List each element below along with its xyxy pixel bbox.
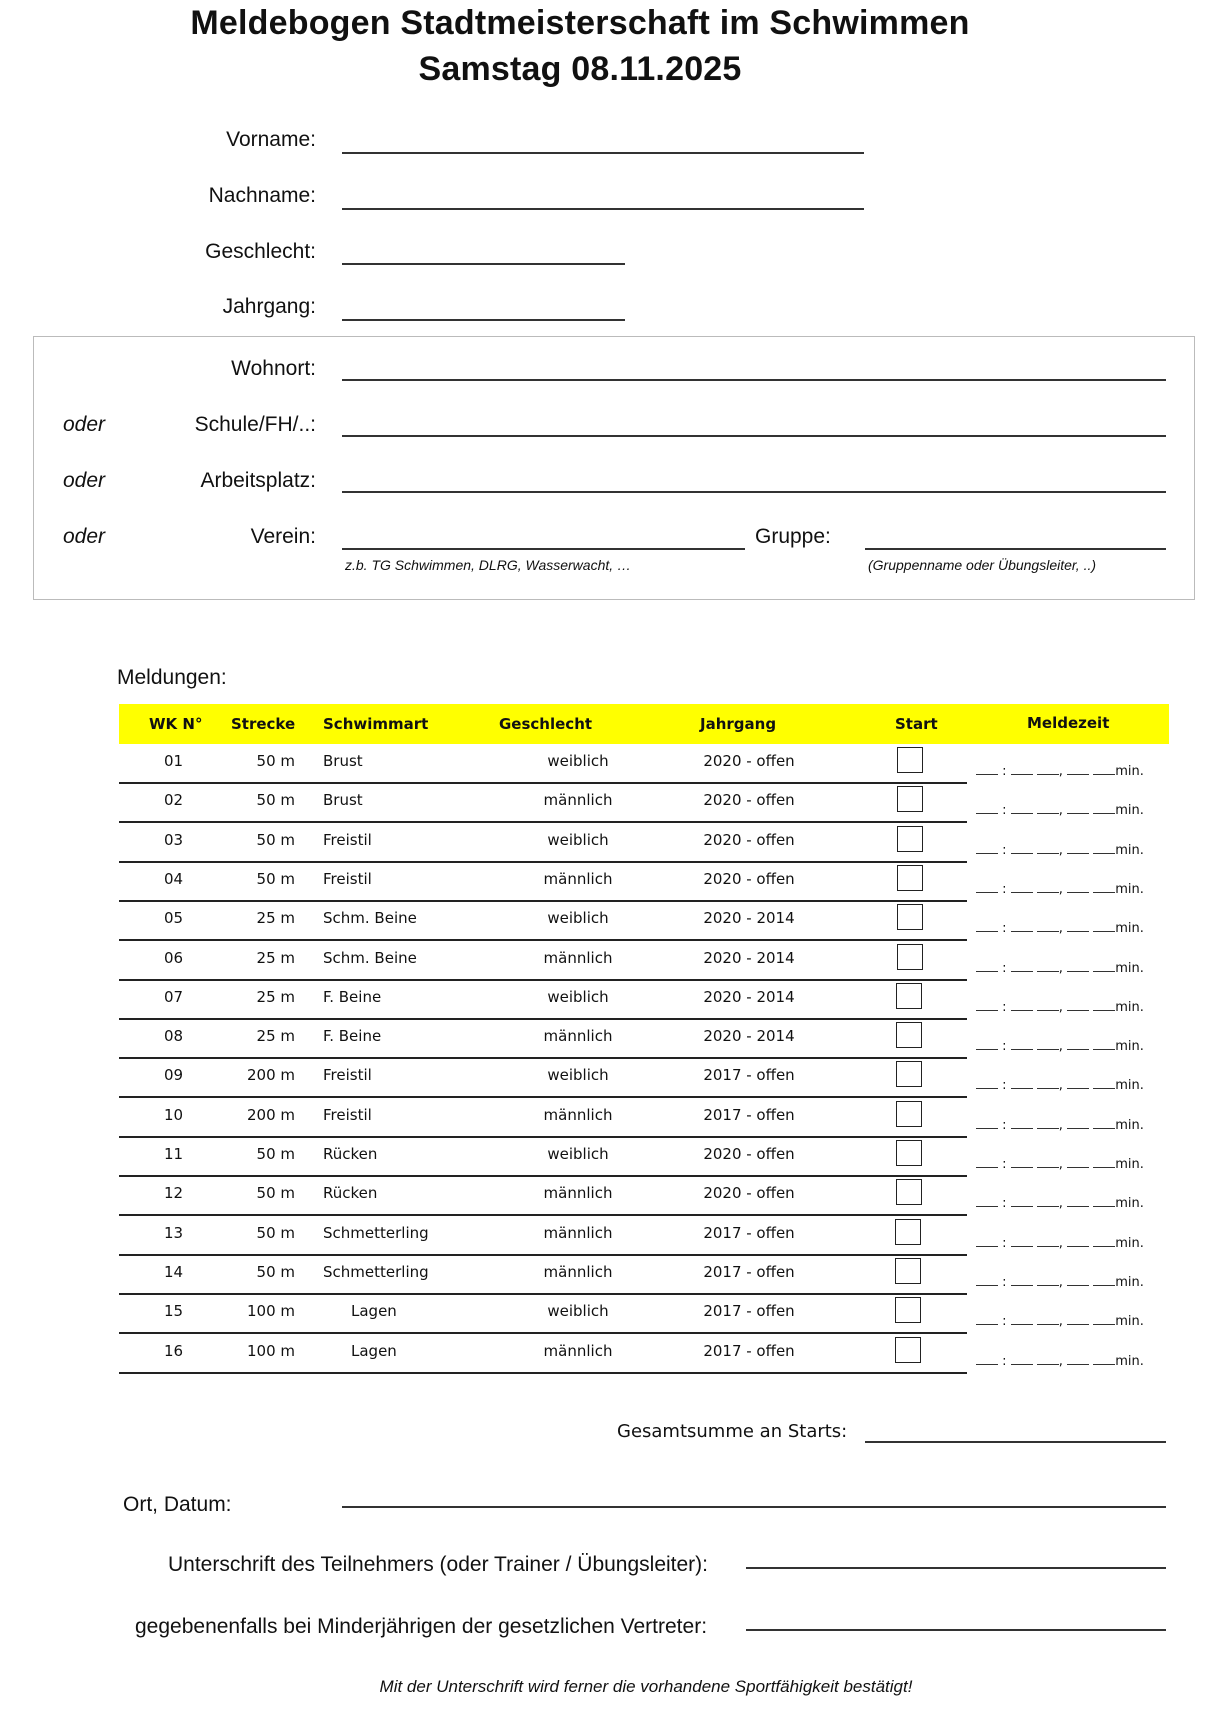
start-checkbox[interactable] [896, 983, 922, 1009]
wohnort-label: Wohnort: [231, 357, 316, 380]
meldezeit-field[interactable]: : , min. [976, 1116, 1144, 1133]
geschlecht-cell: weiblich [547, 1145, 609, 1163]
nachname-field[interactable] [342, 208, 864, 210]
schwimmart-cell: F. Beine [323, 987, 382, 1006]
start-checkbox[interactable] [897, 944, 923, 970]
form-date: Samstag 08.11.2025 [418, 50, 742, 88]
time-unit: min. [1115, 1235, 1144, 1251]
meldezeit-field[interactable]: : , min. [976, 801, 1144, 818]
jahrgang-cell: 2020 - 2014 [703, 948, 795, 967]
jahrgang-label: Jahrgang: [222, 295, 316, 318]
strecke-cell: 50 m [256, 830, 295, 849]
time-unit: min. [1115, 803, 1144, 819]
jahrgang-cell: 2020 - 2014 [703, 1027, 795, 1046]
geschlecht-cell: männlich [543, 1341, 613, 1360]
schwimmart-cell: Schmetterling [323, 1223, 429, 1242]
time-unit: min. [1115, 764, 1144, 779]
jahrgang-cell: 2020 - offen [703, 791, 795, 810]
meldezeit-field[interactable]: : , min. [976, 919, 1144, 936]
geschlecht-cell: weiblich [547, 752, 609, 770]
jahrgang-field[interactable] [342, 319, 625, 321]
geschlecht-cell: männlich [543, 948, 613, 967]
start-checkbox[interactable] [895, 1219, 921, 1245]
schwimmart-cell: Rücken [323, 1184, 378, 1203]
col-geschlecht: Geschlecht [499, 715, 593, 733]
start-checkbox[interactable] [897, 747, 923, 773]
geschlecht-cell: weiblich [547, 909, 609, 928]
strecke-cell: 25 m [256, 1027, 295, 1046]
wk-cell: 16 [164, 1341, 184, 1360]
schwimmart-cell: Brust [323, 752, 363, 770]
start-checkbox[interactable] [897, 865, 923, 891]
col-schwimmart: Schwimmart [323, 715, 429, 733]
schwimmart-cell: Freistil [323, 1066, 372, 1085]
time-unit: min. [1115, 1117, 1144, 1133]
time-unit: min. [1115, 1196, 1144, 1212]
jahrgang-cell: 2017 - offen [703, 1262, 795, 1281]
start-checkbox[interactable] [896, 1101, 922, 1127]
table-row [119, 744, 1169, 783]
table-row [119, 980, 1169, 1019]
table-row [119, 783, 1169, 822]
col-start: Start [895, 715, 938, 733]
geschlecht-cell: weiblich [547, 987, 609, 1006]
schwimmart-cell: Freistil [323, 830, 372, 849]
jahrgang-cell: 2017 - offen [703, 1223, 795, 1242]
meldezeit-field[interactable]: : , min. [976, 1037, 1144, 1054]
geschlecht-cell: männlich [543, 869, 613, 888]
table-row [119, 1098, 1169, 1137]
verein-hint: z.b. TG Schwimmen, DLRG, Wasserwacht, … [345, 557, 632, 573]
wk-cell: 10 [164, 1105, 184, 1124]
jahrgang-cell: 2020 - offen [703, 830, 795, 849]
start-checkbox[interactable] [895, 1258, 921, 1284]
jahrgang-cell: 2020 - 2014 [703, 987, 795, 1006]
wohnort-field[interactable] [342, 379, 1166, 381]
time-unit: min. [1115, 1353, 1144, 1369]
table-row [119, 1255, 1169, 1294]
wk-cell: 03 [164, 830, 184, 849]
table-row [119, 1294, 1169, 1333]
gesamtsumme-label: Gesamtsumme an Starts: [617, 1421, 848, 1442]
start-checkbox[interactable] [896, 1179, 922, 1205]
table-row [119, 862, 1169, 901]
unterschrift-field[interactable] [746, 1567, 1166, 1569]
time-unit: min. [1115, 881, 1144, 897]
geschlecht-label: Geschlecht: [205, 240, 316, 263]
schwimmart-cell: Schm. Beine [323, 909, 417, 928]
wk-cell: 12 [164, 1184, 184, 1203]
arbeitsplatz-field[interactable] [342, 491, 1166, 493]
vorname-field[interactable] [342, 152, 864, 154]
jahrgang-cell: 2020 - offen [703, 869, 795, 888]
row-divider [119, 1372, 967, 1374]
vertreter-field[interactable] [746, 1629, 1166, 1631]
wk-cell: 05 [164, 909, 184, 928]
meldezeit-field[interactable]: : , min. [976, 959, 1144, 976]
jahrgang-cell: 2020 - offen [703, 752, 795, 770]
schule-field[interactable] [342, 435, 1166, 437]
wk-cell: 13 [164, 1223, 184, 1242]
time-unit: min. [1115, 999, 1144, 1015]
meldezeit-field[interactable]: : , min. [976, 1076, 1144, 1093]
table-row [119, 1334, 1169, 1373]
gruppe-label: Gruppe: [755, 525, 831, 548]
meldezeit-field[interactable]: : , min. [976, 1352, 1144, 1369]
time-unit: min. [1115, 1039, 1144, 1055]
nachname-label: Nachname: [208, 184, 316, 207]
oder-label: oder [63, 469, 106, 492]
geschlecht-cell: weiblich [547, 1302, 609, 1321]
geschlecht-cell: männlich [543, 1262, 613, 1281]
start-checkbox[interactable] [897, 904, 923, 930]
meldezeit-field[interactable]: : , min. [976, 1312, 1144, 1329]
strecke-cell: 100 m [246, 1302, 295, 1321]
strecke-cell: 50 m [256, 1262, 295, 1281]
table-header [119, 704, 1169, 744]
start-checkbox[interactable] [897, 826, 923, 852]
start-checkbox[interactable] [896, 1061, 922, 1087]
time-unit: min. [1115, 842, 1144, 858]
jahrgang-cell: 2017 - offen [703, 1341, 795, 1360]
col-strecke: Strecke [231, 715, 296, 733]
col-jahrgang: Jahrgang [700, 715, 777, 733]
verein-field[interactable] [342, 548, 745, 550]
wk-cell: 14 [164, 1262, 184, 1281]
strecke-cell: 25 m [256, 987, 295, 1006]
geschlecht-cell: männlich [543, 1105, 613, 1124]
strecke-cell: 50 m [256, 1184, 295, 1203]
strecke-cell: 50 m [256, 752, 295, 770]
table-row [119, 823, 1169, 862]
wk-cell: 07 [164, 987, 184, 1006]
geschlecht-field[interactable] [342, 263, 625, 265]
wk-cell: 09 [164, 1066, 184, 1085]
strecke-cell: 50 m [256, 1223, 295, 1242]
jahrgang-cell: 2020 - offen [703, 1145, 795, 1163]
table-row [119, 941, 1169, 980]
table-row [119, 1176, 1169, 1215]
col-meldezeit: Meldezeit [1027, 714, 1110, 732]
wk-cell: 11 [164, 1145, 184, 1163]
strecke-cell: 200 m [246, 1105, 295, 1124]
start-checkbox[interactable] [895, 1337, 921, 1363]
geschlecht-cell: weiblich [547, 1066, 609, 1085]
unterschrift-label: Unterschrift des Teilnehmers (oder Trainer / Übungsleiter): [168, 1553, 709, 1576]
strecke-cell: 100 m [246, 1341, 295, 1360]
schwimmart-cell: F. Beine [323, 1027, 382, 1046]
meldezeit-field[interactable]: : , min. [976, 1194, 1144, 1211]
strecke-cell: 50 m [256, 791, 295, 810]
geschlecht-cell: männlich [543, 791, 613, 810]
signature-note: Mit der Unterschrift wird ferner die vorhandene Sportfähigkeit bestätigt! [379, 1677, 913, 1696]
schwimmart-cell: Schmetterling [323, 1262, 429, 1281]
schwimmart-cell: Rücken [323, 1145, 378, 1163]
arbeitsplatz-label: Arbeitsplatz: [200, 469, 316, 492]
schwimmart-cell: Freistil [323, 1105, 372, 1124]
meldungen-heading: Meldungen: [117, 666, 227, 689]
verein-label: Verein: [250, 525, 316, 548]
meldezeit-field[interactable]: : , min. [976, 880, 1144, 897]
oder-label: oder [63, 525, 106, 548]
table-row [119, 1137, 1169, 1176]
wk-cell: 06 [164, 948, 184, 967]
table-row [119, 1058, 1169, 1097]
time-unit: min. [1115, 1314, 1144, 1330]
meldezeit-field[interactable]: : , min. [976, 841, 1144, 858]
schwimmart-cell: Schm. Beine [323, 948, 417, 967]
geschlecht-cell: männlich [543, 1223, 613, 1242]
ort-datum-field[interactable] [342, 1506, 1166, 1508]
meldezeit-field[interactable]: : , min. [976, 998, 1144, 1015]
oder-label: oder [63, 413, 106, 436]
time-unit: min. [1115, 1274, 1144, 1290]
time-unit: min. [1115, 1157, 1144, 1172]
strecke-cell: 25 m [256, 948, 295, 967]
ort-datum-label: Ort, Datum: [123, 1493, 232, 1516]
schwimmart-cell: Lagen [351, 1341, 397, 1360]
wk-cell: 08 [164, 1027, 184, 1046]
jahrgang-cell: 2017 - offen [703, 1105, 795, 1124]
jahrgang-cell: 2017 - offen [703, 1302, 795, 1321]
strecke-cell: 25 m [256, 909, 295, 928]
meldezeit-field[interactable]: : , min. [976, 762, 1144, 779]
strecke-cell: 50 m [256, 1145, 295, 1163]
geschlecht-cell: weiblich [547, 830, 609, 849]
gruppe-field[interactable] [865, 548, 1166, 550]
wk-cell: 15 [164, 1302, 184, 1321]
gruppe-hint: (Gruppenname oder Übungsleiter, ..) [868, 557, 1097, 573]
form-title: Meldebogen Stadtmeisterschaft im Schwimmen [190, 4, 970, 42]
time-unit: min. [1115, 960, 1144, 976]
col-wk: WK N° [149, 715, 203, 733]
meldezeit-field[interactable]: : , min. [976, 1234, 1144, 1251]
strecke-cell: 50 m [256, 869, 295, 888]
geschlecht-cell: männlich [543, 1184, 613, 1203]
time-unit: min. [1115, 921, 1144, 937]
start-checkbox[interactable] [897, 786, 923, 812]
jahrgang-cell: 2020 - 2014 [703, 909, 795, 928]
gesamtsumme-field[interactable] [865, 1441, 1166, 1443]
geschlecht-cell: männlich [543, 1027, 613, 1046]
wk-cell: 04 [164, 869, 184, 888]
time-unit: min. [1115, 1078, 1144, 1094]
start-checkbox[interactable] [896, 1140, 922, 1166]
vorname-label: Vorname: [226, 128, 316, 151]
meldezeit-field[interactable]: : , min. [976, 1155, 1144, 1172]
vertreter-label: gegebenenfalls bei Minderjährigen der gesetzlichen Vertreter: [135, 1615, 708, 1638]
table-row [119, 1216, 1169, 1255]
schwimmart-cell: Freistil [323, 869, 372, 888]
schwimmart-cell: Brust [323, 791, 363, 810]
jahrgang-cell: 2017 - offen [703, 1066, 795, 1085]
wk-cell: 01 [164, 752, 184, 770]
strecke-cell: 200 m [246, 1066, 295, 1085]
table-row [119, 901, 1169, 940]
meldezeit-field[interactable]: : , min. [976, 1273, 1144, 1290]
jahrgang-cell: 2020 - offen [703, 1184, 795, 1203]
start-checkbox[interactable] [895, 1297, 921, 1323]
wk-cell: 02 [164, 791, 184, 810]
table-row [119, 1019, 1169, 1058]
schule-label: Schule/FH/..: [194, 413, 316, 436]
start-checkbox[interactable] [896, 1022, 922, 1048]
schwimmart-cell: Lagen [351, 1302, 397, 1321]
